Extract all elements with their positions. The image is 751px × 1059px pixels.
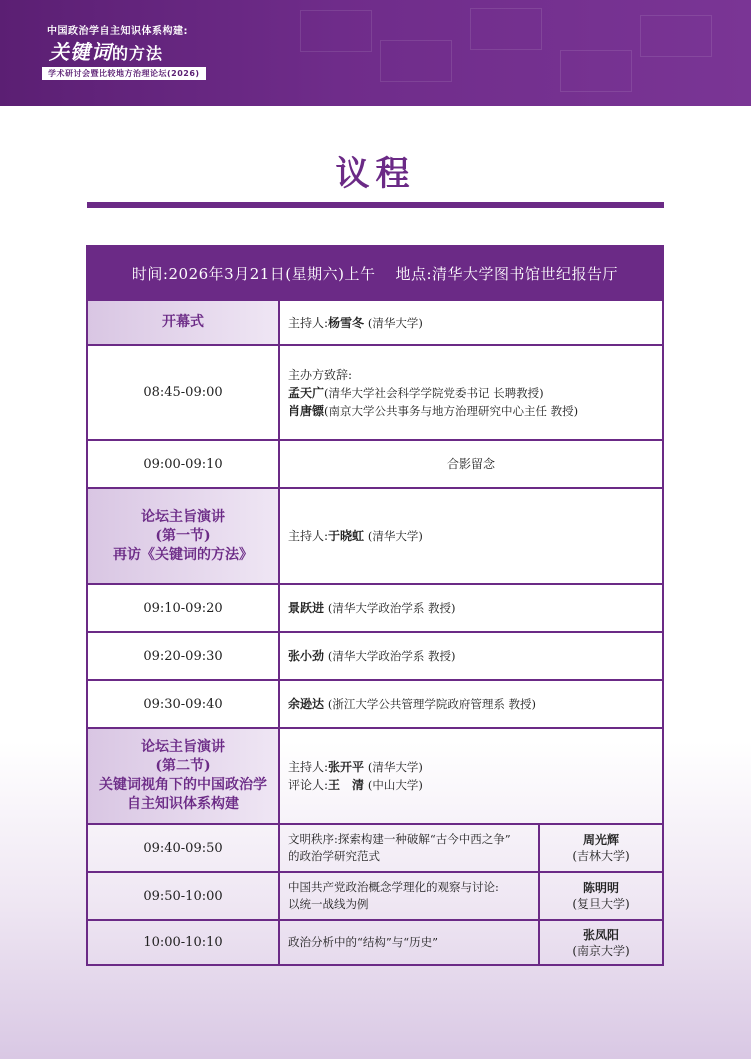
section-line: 论坛主旨演讲 <box>141 739 225 755</box>
table-row <box>88 583 662 631</box>
banner-title-rest: 的方法 <box>112 44 164 63</box>
speaker-affiliation: (复旦大学) <box>572 897 630 911</box>
time-slot: 09:20-09:30 <box>88 633 280 679</box>
talk-title <box>280 921 540 964</box>
table-row-session2 <box>88 727 662 823</box>
section-label-session2 <box>88 729 280 823</box>
speaker-affiliation: (南京大学) <box>572 943 630 958</box>
banner-pattern <box>300 10 372 52</box>
banner-title-line1: 中国政治学自主知识体系构建: <box>47 26 188 37</box>
speaker-affiliation: (清华大学政治学系 教授) <box>327 601 456 615</box>
table-row <box>88 823 662 871</box>
talk-speaker <box>280 585 662 631</box>
talk-title-line: 中国共产党政治概念学理化的观察与讨论: <box>288 880 499 894</box>
time-slot: 10:00-10:10 <box>88 921 280 964</box>
banner-pattern <box>470 8 542 50</box>
table-row-session1 <box>88 487 662 583</box>
speaker-name: 孟天广 <box>288 385 325 400</box>
title-divider <box>87 202 664 208</box>
table-row-photo <box>88 439 662 487</box>
banner-keyword: 关键词 <box>49 40 112 64</box>
table-row <box>88 679 662 727</box>
speaker-affiliation: (南京大学公共事务与地方治理研究中心主任 教授) <box>324 403 579 418</box>
speaker-name: 肖唐镖 <box>288 403 325 418</box>
speaker-name: 景跃进 <box>288 601 325 615</box>
banner-pattern <box>380 40 452 82</box>
page-title: 议程 <box>335 154 416 194</box>
table-row <box>88 631 662 679</box>
table-row <box>88 871 662 919</box>
commentator-affiliation: (中山大学) <box>367 778 423 792</box>
commentator-name: 王 清 <box>328 778 365 792</box>
event-time: 时间:2026年3月21日(星期六)上午 <box>131 264 376 283</box>
host-affiliation: (清华大学) <box>367 315 423 330</box>
host-name: 杨雪冬 <box>328 315 365 330</box>
time-slot: 08:45-09:00 <box>88 346 280 439</box>
speaker-affiliation: (浙江大学公共管理学院政府管理系 教授) <box>327 697 536 711</box>
talk-title <box>280 825 540 871</box>
speaker-name: 张小劲 <box>288 649 325 663</box>
welcome-speeches <box>280 346 662 439</box>
welcome-title: 主办方致辞: <box>288 367 353 382</box>
section-line: 关键词视角下的中国政治学 <box>99 777 267 793</box>
time-slot: 09:10-09:20 <box>88 585 280 631</box>
talk-title-line: 文明秩序:探索构建一种破解“古今中西之争” <box>288 832 511 846</box>
section-line: (第一节) <box>155 527 211 544</box>
commentator-prefix: 评论人: <box>288 778 329 792</box>
section-label-session1 <box>88 489 280 583</box>
table-row <box>88 919 662 964</box>
speaker-name: 余逊达 <box>288 697 325 711</box>
host-prefix: 主持人: <box>288 529 329 543</box>
time-slot: 09:00-09:10 <box>88 441 280 487</box>
banner-subtitle: 学术研讨会暨比较地方治理论坛(2026) <box>42 67 206 80</box>
speaker-name: 陈明明 <box>582 881 619 895</box>
time-slot: 09:30-09:40 <box>88 681 280 727</box>
host-prefix: 主持人: <box>288 760 329 774</box>
speaker-affiliation: (吉林大学) <box>572 849 630 863</box>
host-name: 于晓虹 <box>328 529 365 543</box>
section-label-opening: 开幕式 <box>88 301 280 344</box>
talk-title <box>280 873 540 919</box>
host-prefix: 主持人: <box>288 315 329 330</box>
event-place: 地点:清华大学图书馆世纪报告厅 <box>395 264 619 283</box>
section-line: 论坛主旨演讲 <box>141 508 225 525</box>
agenda-table <box>86 245 664 966</box>
talk-speaker <box>540 873 662 919</box>
talk-speaker <box>280 681 662 727</box>
banner-pattern <box>560 50 632 92</box>
host-name: 张开平 <box>328 760 365 774</box>
host-affiliation: (清华大学) <box>367 760 423 774</box>
talk-title-line: 以统一战线为例 <box>288 897 369 911</box>
talk-speaker <box>540 825 662 871</box>
speaker-name: 周光辉 <box>582 833 619 847</box>
section-line: 再访《关键词的方法》 <box>113 546 253 563</box>
speaker-affiliation: (清华大学政治学系 教授) <box>327 649 456 663</box>
talk-title-line: 的政治学研究范式 <box>288 849 380 863</box>
speaker-name: 张凤阳 <box>582 927 619 942</box>
agenda-header <box>88 247 662 299</box>
time-slot: 09:40-09:50 <box>88 825 280 871</box>
time-slot: 09:50-10:00 <box>88 873 280 919</box>
session1-host <box>280 489 662 583</box>
talk-speaker <box>540 921 662 964</box>
photo-label <box>280 441 662 487</box>
talk-title-line: 政治分析中的“结构”与“历史” <box>288 935 439 949</box>
talk-speaker <box>280 633 662 679</box>
section-line: 自主知识体系构建 <box>127 796 239 812</box>
section-line: (第二节) <box>155 758 211 774</box>
opening-host <box>280 301 662 344</box>
table-row-opening <box>88 299 662 344</box>
banner-pattern <box>640 15 712 57</box>
host-affiliation: (清华大学) <box>367 529 423 543</box>
table-row-welcome <box>88 344 662 439</box>
photo-text: 合影留念 <box>446 457 495 471</box>
session2-hosts <box>280 729 662 823</box>
banner-title-line2 <box>49 36 163 65</box>
header-banner <box>0 0 751 106</box>
speaker-affiliation: (清华大学社会科学学院党委书记 长聘教授) <box>324 385 544 400</box>
